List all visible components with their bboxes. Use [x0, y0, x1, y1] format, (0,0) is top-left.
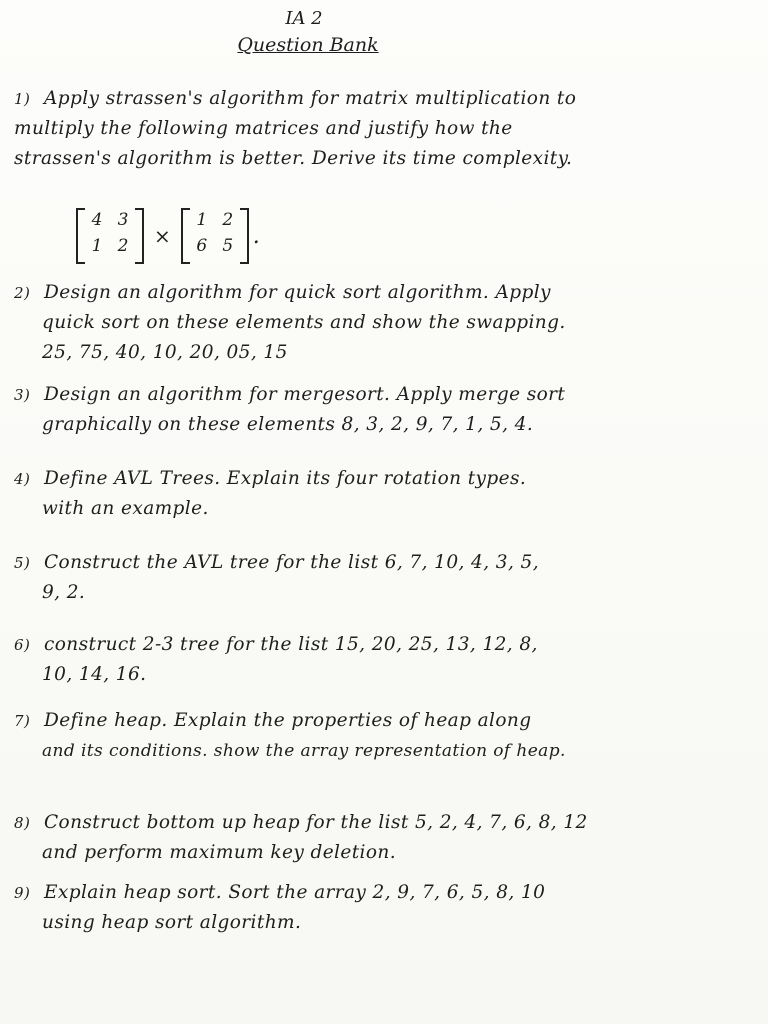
question-9 [14, 878, 754, 938]
question-line: with an example. [42, 498, 209, 519]
question-line: Design an algorithm for quick sort algorithm. Apply [44, 282, 551, 303]
question-line: construct 2-3 tree for the list 15, 20, 25, 13, 12, 8, [44, 634, 538, 655]
matrix-a [76, 208, 144, 264]
question-number: 4) [14, 470, 31, 488]
question-number: 6) [14, 636, 31, 654]
matrix-b [181, 208, 249, 264]
question-line: 10, 14, 16. [42, 664, 147, 685]
matrix-cell: 2 [222, 210, 234, 230]
question-number: 8) [14, 814, 31, 832]
matrix-cell: 4 [91, 210, 103, 230]
matrix-cell: 1 [196, 210, 208, 230]
question-7 [14, 706, 754, 766]
question-line: Construct bottom up heap for the list 5, 2, 4, 7, 6, 8, 12 [44, 812, 588, 833]
question-line: 9, 2. [42, 582, 86, 603]
question-line: Define AVL Trees. Explain its four rotation types. [44, 468, 527, 489]
question-2 [14, 278, 754, 368]
question-number: 9) [14, 884, 31, 902]
question-5 [14, 548, 754, 608]
question-4 [14, 464, 754, 524]
question-line: and its conditions. show the array representation of heap. [42, 741, 566, 761]
question-number: 7) [14, 712, 31, 730]
matrix-cell: 6 [196, 236, 208, 256]
matrix-expression [76, 206, 260, 266]
question-line: graphically on these elements 8, 3, 2, 9, 7, 1, 5, 4. [42, 414, 534, 435]
page-subtitle: Question Bank [237, 34, 379, 56]
question-line: strassen's algorithm is better. Derive its time complexity. [14, 148, 573, 169]
question-6 [14, 630, 754, 690]
matrix-end: . [252, 223, 260, 249]
page-title: IA 2 [285, 8, 323, 29]
question-number: 1) [14, 90, 31, 108]
question-3 [14, 380, 754, 440]
question-line: using heap sort algorithm. [42, 912, 302, 933]
multiply-operator: × [154, 224, 171, 248]
question-number: 3) [14, 386, 31, 404]
matrix-cell: 5 [222, 236, 234, 256]
matrix-cell: 3 [117, 210, 129, 230]
question-line: Explain heap sort. Sort the array 2, 9, 7, 6, 5, 8, 10 [44, 882, 546, 903]
matrix-cell: 1 [91, 236, 103, 256]
question-number: 5) [14, 554, 31, 572]
question-line: Design an algorithm for mergesort. Apply merge sort [44, 384, 566, 405]
question-line: Define heap. Explain the properties of heap along [44, 710, 532, 731]
question-1 [14, 84, 754, 174]
question-line: Construct the AVL tree for the list 6, 7, 10, 4, 3, 5, [44, 552, 539, 573]
matrix-cell: 2 [117, 236, 129, 256]
question-line: quick sort on these elements and show the swapping. [42, 312, 566, 333]
question-number: 2) [14, 284, 31, 302]
question-line: and perform maximum key deletion. [42, 842, 396, 863]
question-line: Apply strassen's algorithm for matrix multiplication to [44, 88, 577, 109]
question-8 [14, 808, 754, 868]
question-line: multiply the following matrices and justify how the [14, 118, 513, 139]
question-values: 25, 75, 40, 10, 20, 05, 15 [42, 342, 288, 363]
